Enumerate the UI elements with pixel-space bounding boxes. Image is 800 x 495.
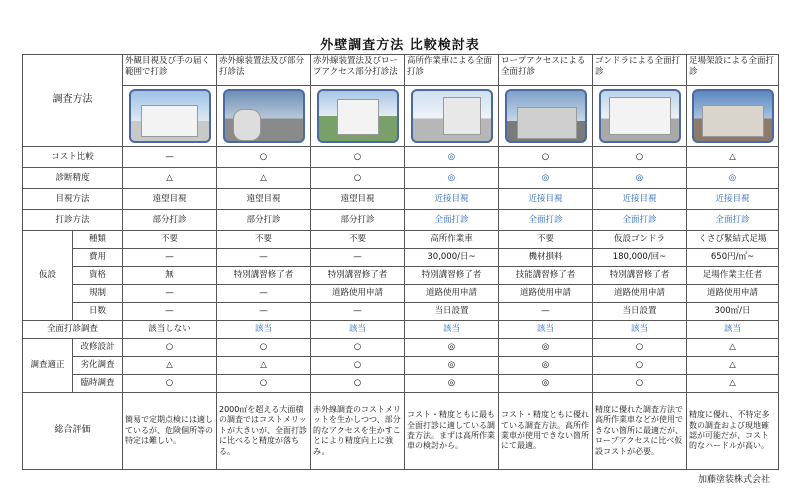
visual-cell: 遠望目視 (217, 189, 311, 210)
expense-row (23, 249, 779, 267)
rope-access-photo (505, 89, 587, 143)
accuracy-cell: ◎ (687, 168, 779, 189)
visual-inspection-photo (129, 89, 211, 143)
qualification-label: 資格 (73, 267, 123, 285)
qualification-cell: 特別講習修了者 (593, 267, 687, 285)
type-cell: 不要 (217, 231, 311, 249)
qualification-cell: 足場作業主任者 (687, 267, 779, 285)
expense-cell: — (217, 249, 311, 267)
regulation-cell: 道路使用申請 (405, 285, 499, 303)
cost-cell: ○ (311, 147, 405, 168)
deterioration-cell: ○ (593, 357, 687, 375)
tapping-cell: 全面打診 (687, 210, 779, 231)
regulation-cell: 道路使用申請 (311, 285, 405, 303)
scaffolding-photo (692, 89, 774, 143)
regulation-cell: 道路使用申請 (499, 285, 593, 303)
qualification-cell: 特別講習修了者 (405, 267, 499, 285)
summary-cell: コスト・精度ともに優れている調査方法。高所作業車が使用できない箇所にて最適。 (499, 393, 593, 470)
deterioration-cell: △ (687, 357, 779, 375)
deterioration-cell: △ (217, 357, 311, 375)
renovation-label: 改修設計 (73, 339, 123, 357)
deterioration-cell: ◎ (499, 357, 593, 375)
visual-cell: 近接目視 (499, 189, 593, 210)
type-cell: 不要 (123, 231, 217, 249)
type-label: 種類 (73, 231, 123, 249)
renovation-cell: ○ (123, 339, 217, 357)
visual-label: 目視方法 (23, 189, 123, 210)
days-cell: — (123, 303, 217, 321)
header-row (23, 55, 779, 86)
cost-cell: ○ (593, 147, 687, 168)
expense-cell: 30,000/日~ (405, 249, 499, 267)
visual-cell: 近接目視 (593, 189, 687, 210)
adhoc-cell: ○ (217, 375, 311, 393)
days-label: 日数 (73, 303, 123, 321)
full-tap-row (23, 321, 779, 339)
days-cell: 当日設置 (593, 303, 687, 321)
page-title: 外壁調査方法 比較検討表 (320, 38, 480, 53)
qualification-cell: 特別講習修了者 (311, 267, 405, 285)
cost-cell: ○ (217, 147, 311, 168)
method-name: 足場架設による全面打診 (687, 55, 779, 86)
summary-cell: コスト・精度ともに最も全面打診に適している調査方法。まずは高所作業車の検討から。 (405, 393, 499, 470)
adhoc-cell: △ (687, 375, 779, 393)
tapping-label: 打診方法 (23, 210, 123, 231)
visual-cell: 近接目視 (687, 189, 779, 210)
visual-row (23, 189, 779, 210)
adhoc-cell: ○ (123, 375, 217, 393)
type-cell: くさび緊結式足場 (687, 231, 779, 249)
full-tap-cell: 該当 (593, 321, 687, 339)
renovation-row (23, 339, 779, 357)
renovation-cell: ◎ (499, 339, 593, 357)
full-tap-cell: 該当 (499, 321, 593, 339)
expense-cell: 機材損料 (499, 249, 593, 267)
days-cell: 300㎡/日 (687, 303, 779, 321)
cost-label: コスト比較 (23, 147, 123, 168)
tapping-row (23, 210, 779, 231)
adhoc-cell: ○ (593, 375, 687, 393)
accuracy-label: 診断精度 (23, 168, 123, 189)
days-cell: 当日設置 (405, 303, 499, 321)
method-name: 赤外線装置法及び部分打診法 (217, 55, 311, 86)
accuracy-row (23, 168, 779, 189)
deterioration-cell: ○ (311, 357, 405, 375)
suitability-label: 調査適正 (23, 339, 73, 393)
visual-cell: 遠望目視 (311, 189, 405, 210)
regulation-cell: — (123, 285, 217, 303)
survey-method-label: 調査方法 (23, 55, 123, 147)
deterioration-cell: ◎ (405, 357, 499, 375)
adhoc-cell: ○ (311, 375, 405, 393)
regulation-label: 規制 (73, 285, 123, 303)
tapping-cell: 部分打診 (311, 210, 405, 231)
summary-cell: 簡易で定期点検には適しているが、危険個所等の特定は難しい。 (123, 393, 217, 470)
photo-cell (687, 86, 779, 147)
expense-cell: — (311, 249, 405, 267)
infrared-camera-photo (223, 89, 305, 143)
qualification-cell: 無 (123, 267, 217, 285)
photo-row (23, 86, 779, 147)
accuracy-cell: △ (123, 168, 217, 189)
type-cell: 仮設ゴンドラ (593, 231, 687, 249)
renovation-cell: ○ (217, 339, 311, 357)
cost-cell: — (123, 147, 217, 168)
photo-cell (593, 86, 687, 147)
adhoc-cell: ◎ (405, 375, 499, 393)
method-name: 外観目視及び手の届く範囲で打診 (123, 55, 217, 86)
accuracy-cell: ◎ (405, 168, 499, 189)
tapping-cell: 全面打診 (499, 210, 593, 231)
method-name: 赤外線装置法及びロープアクセス部分打診法 (311, 55, 405, 86)
type-cell: 不要 (499, 231, 593, 249)
full-tap-cell: 該当 (217, 321, 311, 339)
cost-row (23, 147, 779, 168)
qualification-cell: 技能講習修了者 (499, 267, 593, 285)
adhoc-cell: ◎ (499, 375, 593, 393)
full-tap-label: 全面打診調査 (23, 321, 123, 339)
regulation-cell: 道路使用申請 (687, 285, 779, 303)
photo-cell (311, 86, 405, 147)
days-cell: — (499, 303, 593, 321)
renovation-cell: △ (687, 339, 779, 357)
summary-cell: 赤外線調査のコストメリットを生かしつつ、部分的なアクセスを生かすことにより精度向上に強み。 (311, 393, 405, 470)
type-cell: 不要 (311, 231, 405, 249)
method-name: ゴンドラによる全面打診 (593, 55, 687, 86)
photo-cell (123, 86, 217, 147)
qualification-row (23, 267, 779, 285)
cost-cell: ◎ (405, 147, 499, 168)
deterioration-label: 劣化調査 (73, 357, 123, 375)
temp-type-row (23, 231, 779, 249)
summary-cell: 精度に優れた調査方法で高所作業車などが使用できない箇所に最適だが、ロープアクセスに比べ仮設コストが必要。 (593, 393, 687, 470)
cost-cell: △ (687, 147, 779, 168)
photo-cell (217, 86, 311, 147)
overall-label: 総合評価 (23, 393, 123, 470)
visual-cell: 近接目視 (405, 189, 499, 210)
tapping-cell: 全面打診 (405, 210, 499, 231)
full-tap-cell: 該当 (311, 321, 405, 339)
visual-cell: 遠望目視 (123, 189, 217, 210)
regulation-row (23, 285, 779, 303)
rope-access-partial-photo (317, 89, 399, 143)
full-tap-cell: 該当 (405, 321, 499, 339)
tapping-cell: 全面打診 (593, 210, 687, 231)
expense-cell: 650円/㎡~ (687, 249, 779, 267)
adhoc-row (23, 375, 779, 393)
comparison-table (22, 54, 779, 470)
tapping-cell: 部分打診 (123, 210, 217, 231)
days-cell: — (217, 303, 311, 321)
photo-cell (499, 86, 593, 147)
expense-cell: — (123, 249, 217, 267)
regulation-cell: — (217, 285, 311, 303)
renovation-cell: ○ (593, 339, 687, 357)
cost-cell: ○ (499, 147, 593, 168)
accuracy-cell: ◎ (499, 168, 593, 189)
tapping-cell: 部分打診 (217, 210, 311, 231)
gondola-photo (599, 89, 681, 143)
method-name: ロープアクセスによる全面打診 (499, 55, 593, 86)
accuracy-cell: ◎ (593, 168, 687, 189)
expense-label: 費用 (73, 249, 123, 267)
method-name: 高所作業車による全面打診 (405, 55, 499, 86)
adhoc-label: 臨時調査 (73, 375, 123, 393)
overall-row (23, 393, 779, 470)
type-cell: 高所作業車 (405, 231, 499, 249)
temporary-label: 仮設 (23, 231, 73, 321)
aerial-work-platform-photo (411, 89, 493, 143)
regulation-cell: 道路使用申請 (593, 285, 687, 303)
deterioration-cell: △ (123, 357, 217, 375)
accuracy-cell: △ (217, 168, 311, 189)
expense-cell: 180,000/回~ (593, 249, 687, 267)
summary-cell: 2000㎡を超える大面積の調査ではコストメリットが大きいが、全面打診に比べると精度が落ちる。 (217, 393, 311, 470)
days-cell: — (311, 303, 405, 321)
days-row (23, 303, 779, 321)
renovation-cell: ○ (311, 339, 405, 357)
qualification-cell: 特別講習修了者 (217, 267, 311, 285)
full-tap-cell: 該当 (687, 321, 779, 339)
accuracy-cell: ○ (311, 168, 405, 189)
deterioration-row (23, 357, 779, 375)
photo-cell (405, 86, 499, 147)
company-name: 加藤塗装株式会社 (697, 475, 770, 485)
full-tap-cell: 該当しない (123, 321, 217, 339)
summary-cell: 精度に優れ、不特定多数の調査および現地確認が可能だが、コスト的なハードルが高い。 (687, 393, 779, 470)
renovation-cell: ◎ (405, 339, 499, 357)
